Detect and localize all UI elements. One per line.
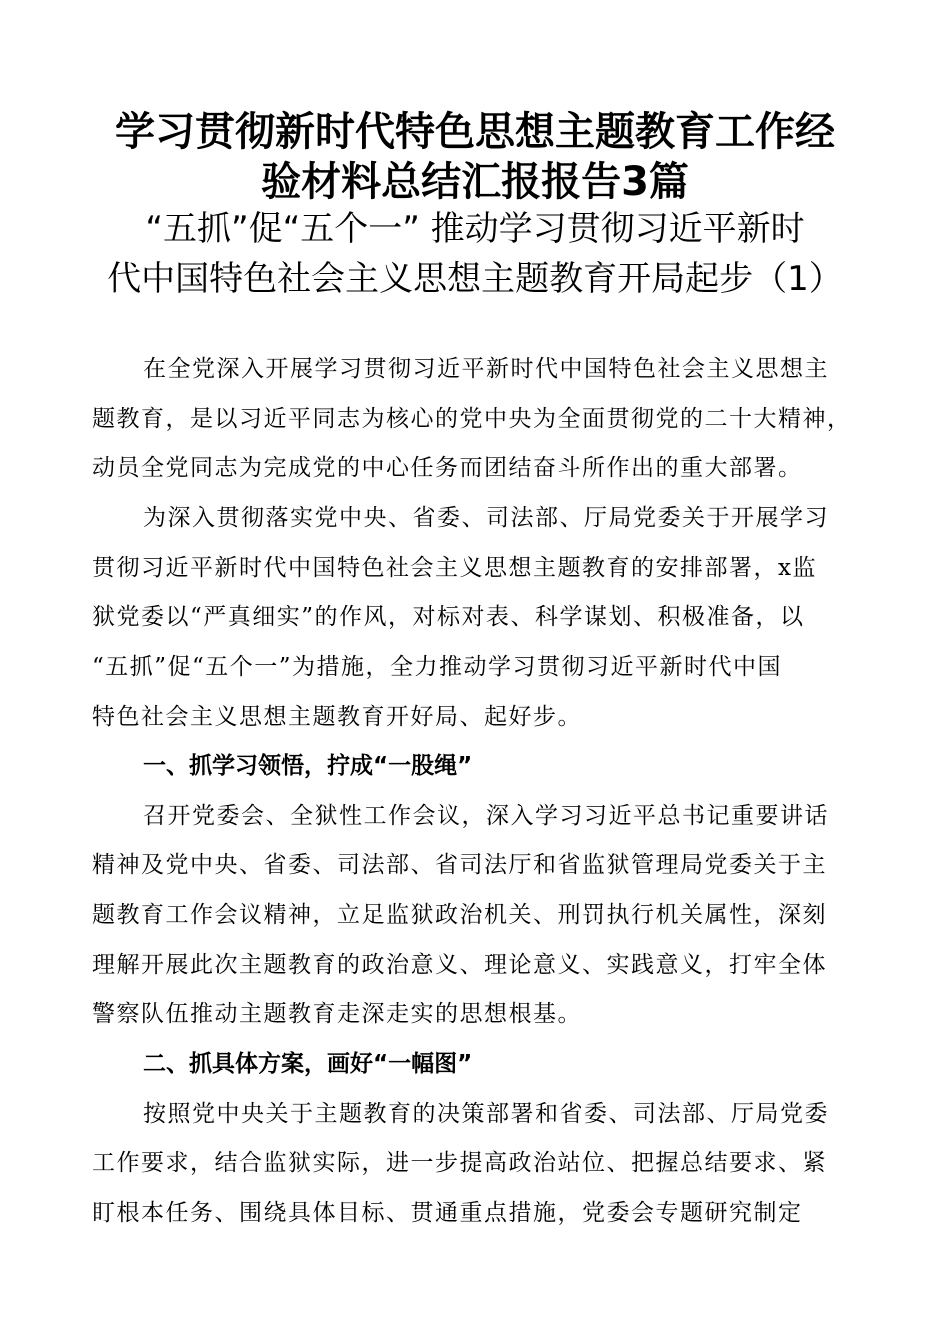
paragraph-2-line-1: 为深入贯彻落实党中央、省委、司法部、厅局党委关于开展学习 (143, 505, 829, 531)
paragraph-2-line-3: 狱党委以“严真细实”的作风，对标对表、科学谋划、积极准备，以 (92, 604, 805, 630)
paragraph-1-line-1: 在全党深入开展学习贯彻习近平新时代中国特色社会主义思想主 (143, 356, 829, 382)
paragraph-2-line-2: 贯彻习近平新时代中国特色社会主义思想主题教育的安排部署，x监 (92, 555, 817, 581)
paragraph-4-line-2: 工作要求，结合监狱实际，进一步提高政治站位、把握总结要求、紧 (92, 1150, 827, 1176)
paragraph-2-line-5: 特色社会主义思想主题教育开好局、起好步。 (92, 704, 582, 730)
document-title-line-2: 验材料总结汇报报告3篇 (261, 159, 689, 205)
document-title-line-1: 学习贯彻新时代特色思想主题教育工作经 (115, 109, 835, 155)
paragraph-1-line-3: 动员全党同志为完成党的中心任务而团结奋斗所作出的重大部署。 (92, 455, 803, 481)
section-heading-1: 一、抓学习领悟，拧成“一股绳” (143, 753, 473, 779)
paragraph-3-line-5: 警察队伍推动主题教育走深走实的思想根基。 (92, 1001, 582, 1027)
paragraph-4-line-1: 按照党中央关于主题教育的决策部署和省委、司法部、厅局党委 (143, 1101, 829, 1127)
paragraph-3-line-2: 精神及党中央、省委、司法部、省司法厅和省监狱管理局党委关于主 (92, 852, 827, 878)
subtitle-line-1: “五抓”促“五个一” 推动学习贯彻习近平新时 (145, 209, 805, 249)
paragraph-3-line-4: 理解开展此次主题教育的政治意义、理论意义、实践意义，打牢全体 (92, 952, 827, 978)
paragraph-3-line-1: 召开党委会、全狱性工作会议，深入学习习近平总书记重要讲话 (143, 803, 829, 829)
paragraph-3-line-3: 题教育工作会议精神，立足监狱政治机关、刑罚执行机关属性，深刻 (92, 902, 827, 928)
subtitle-line-2: 代中国特色社会主义思想主题教育开局起步（1） (107, 259, 843, 299)
paragraph-1-line-2: 题教育，是以习近平同志为核心的党中央为全面贯彻党的二十大精神， (92, 406, 852, 432)
paragraph-2-line-4: “五抓”促“五个一”为措施，全力推动学习贯彻习近平新时代中国 (92, 654, 783, 680)
paragraph-4-line-3: 盯根本任务、围绕具体目标、贯通重点措施，党委会专题研究制定 (92, 1200, 803, 1226)
section-heading-2: 二、抓具体方案，画好“一幅图” (143, 1051, 473, 1077)
